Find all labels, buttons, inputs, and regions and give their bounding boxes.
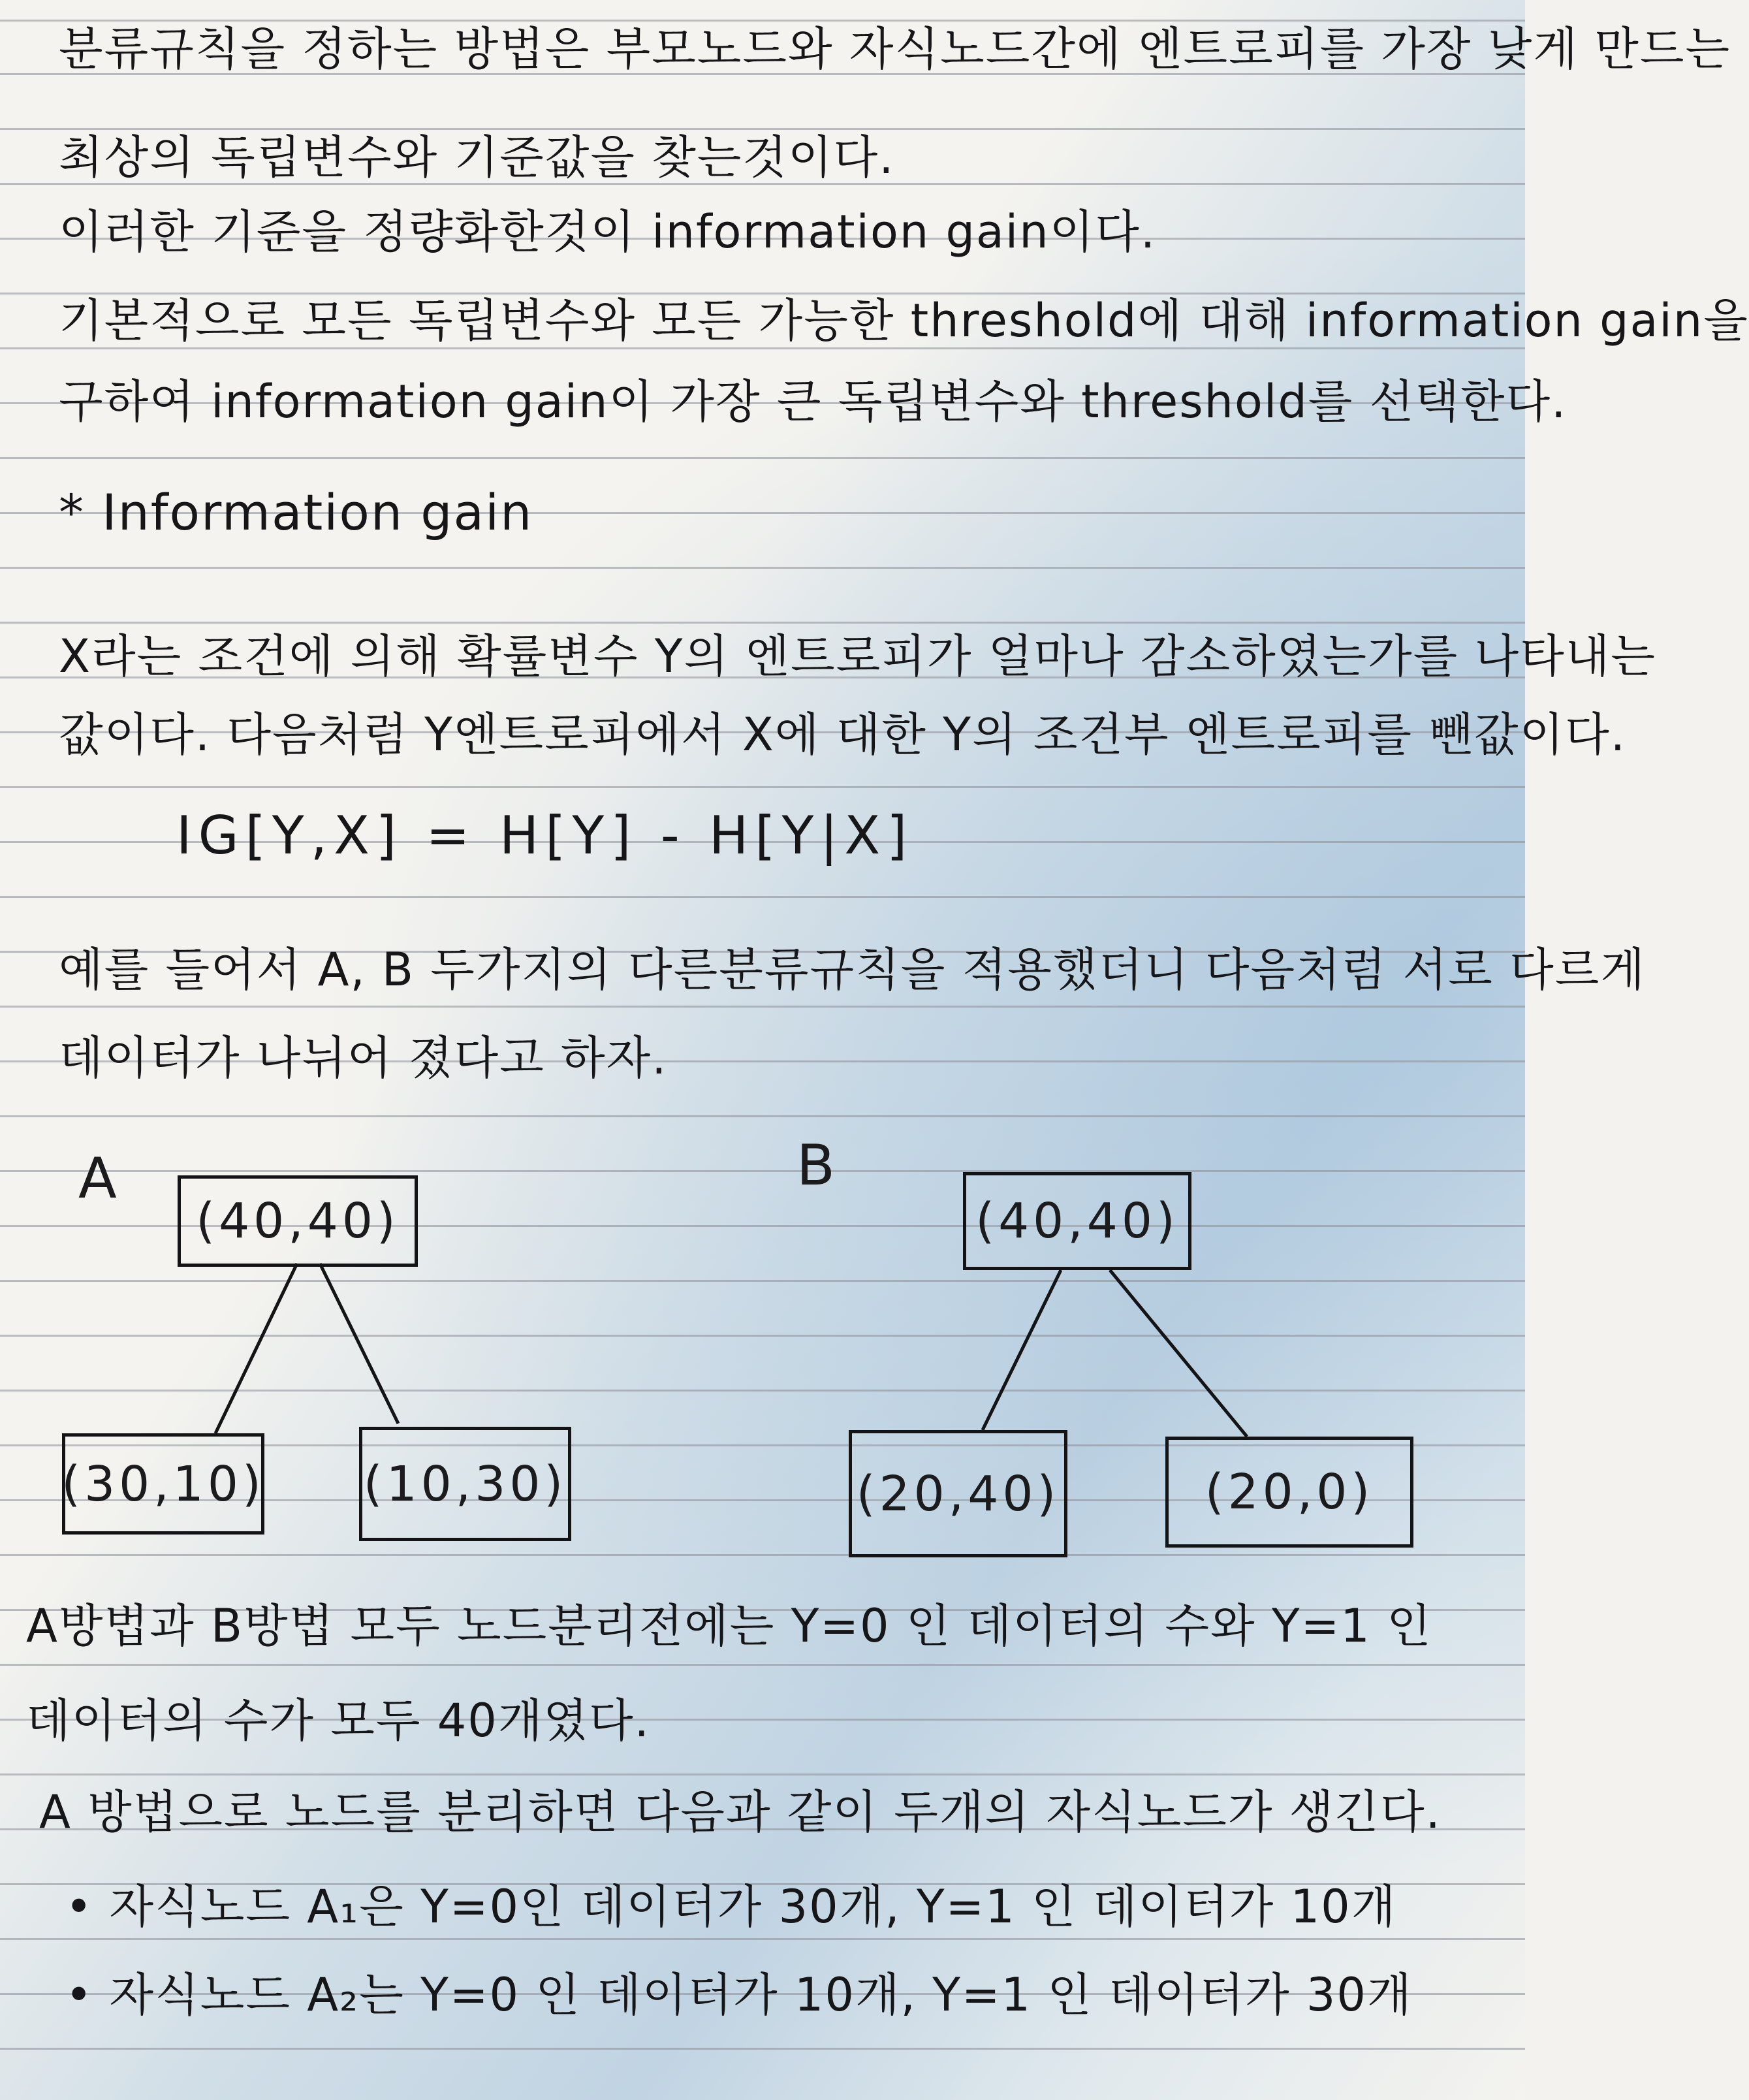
text-line: A 방법으로 노드를 분리하면 다음과 같이 두개의 자식노드가 생긴다.: [39, 1785, 1442, 1839]
method-a-label: A: [78, 1146, 117, 1211]
node-a-left: (30,10): [62, 1433, 264, 1535]
node-a-root: (40,40): [178, 1175, 418, 1267]
text-line: 예를 들어서 A, B 두가지의 다른분류규칙을 적용했더니 다음처럼 서로 다르게: [59, 943, 1647, 996]
text-line: 이러한 기준을 정량화한것이 information gain이다.: [59, 205, 1157, 259]
edge-a-right: [320, 1264, 398, 1424]
node-b-root: (40,40): [963, 1172, 1191, 1270]
text-line: 데이터가 나뉘어 졌다고 하자.: [59, 1031, 668, 1085]
formula: IG[Y,X] = H[Y] - H[Y|X]: [176, 805, 914, 866]
edge-a-left: [215, 1264, 297, 1433]
text-line: 분류규칙을 정하는 방법은 부모노드와 자식노드간에 엔트로피를 가장 낮게 만드는: [59, 22, 1731, 76]
text-line: A방법과 B방법 모두 노드분리전에는 Y=0 인 데이터의 수와 Y=1 인: [26, 1599, 1432, 1653]
section-heading: * Information gain: [59, 483, 533, 541]
edge-b-right: [1110, 1270, 1247, 1437]
text-line: X라는 조건에 의해 확률변수 Y의 엔트로피가 얼마나 감소하였는가를 나타내는: [59, 629, 1656, 683]
text-line: 데이터의 수가 모두 40개였다.: [26, 1694, 650, 1747]
method-b-label: B: [796, 1133, 835, 1198]
text-line: 최상의 독립변수와 기준값을 찾는것이다.: [59, 131, 895, 184]
edge-b-left: [983, 1270, 1061, 1430]
node-b-right: (20,0): [1165, 1437, 1413, 1548]
node-b-left: (20,40): [849, 1430, 1067, 1557]
text-line: 기본적으로 모든 독립변수와 모든 가능한 threshold에 대해 information gain을: [59, 294, 1749, 347]
list-item: • 자식노드 A₂는 Y=0 인 데이터가 10개, Y=1 인 데이터가 30개: [65, 1965, 1502, 2024]
node-a-right: (10,30): [359, 1427, 571, 1541]
text-line: 구하여 information gain이 가장 큰 독립변수와 threshold를 선택한다.: [59, 375, 1568, 428]
text-line: 값이다. 다음처럼 Y엔트로피에서 X에 대한 Y의 조건부 엔트로피를 뺀값이다.: [59, 708, 1626, 761]
list-item: • 자식노드 A₁은 Y=0인 데이터가 30개, Y=1 인 데이터가 10개: [65, 1877, 1502, 1936]
